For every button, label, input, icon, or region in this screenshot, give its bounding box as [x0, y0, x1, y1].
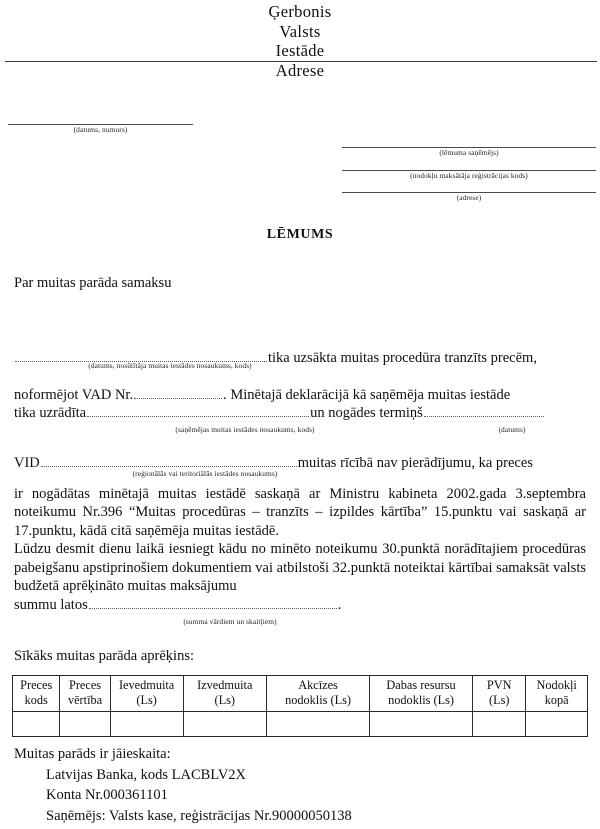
vad-number-blank[interactable] — [134, 386, 222, 399]
col-goods-value-line1: Preces — [68, 678, 102, 692]
table-cell-import-duty[interactable] — [110, 712, 183, 737]
date-number-caption: (datums, numurs) — [73, 125, 128, 134]
shown-prefix-text: tika uzrādīta — [14, 405, 87, 421]
vad-prefix-text: noformējot VAD Nr. — [14, 387, 134, 403]
col-goods-value-line2: vērtība — [67, 693, 103, 707]
table-cell-goods-code[interactable] — [13, 712, 60, 737]
table-col-goods-value — [60, 676, 110, 712]
col-total-taxes-line1: Nodokļi — [536, 678, 577, 692]
payment-account: Konta Nr.000361101 — [46, 787, 168, 803]
table-col-natural-resources-tax — [370, 676, 473, 712]
table-col-goods-code — [13, 676, 60, 712]
page-title: LĒMUMS — [266, 227, 334, 242]
payment-heading: Muitas parāds ir jāieskaita: — [14, 746, 171, 762]
receiver-office-caption: (saņēmējas muitas iestādes nosaukums, kods) — [175, 425, 315, 434]
table-cell-excise-tax[interactable] — [267, 712, 370, 737]
letterhead-line-address: Adrese — [275, 60, 325, 80]
delivery-term-text: un nogādes termiņš — [310, 405, 423, 421]
address-caption: (adrese) — [456, 193, 482, 202]
col-excise-tax-line2: nodoklis (Ls) — [285, 693, 351, 707]
col-vat-line2: (Ls) — [488, 693, 510, 707]
sender-office-caption: (datums, nosūtītāja muitas iestādes nosaukums, kods) — [88, 361, 252, 370]
vid-prefix-text: VID — [14, 455, 40, 471]
customs-debt-table — [12, 675, 588, 737]
sum-caption: (summa vārdiem un skaitļiem) — [183, 617, 277, 626]
col-vat-line1: PVN — [486, 678, 512, 692]
body-paragraph-1: ir nogādātas minētajā muitas iestādē saskaņā ar Ministru kabineta 2002.gada 3.septembra noteikumu Nr.396 “Muitas procedūras – tranzīts – izpildes kārtība” 15.punktu vai saskaņā ar 17.punktu, kādā citā saņēmēja muitas iestādē. — [14, 486, 586, 539]
col-excise-tax-line1: Akcīzes — [298, 678, 338, 692]
table-cell-natural-resources-tax[interactable] — [370, 712, 473, 737]
payment-beneficiary: Saņēmējs: Valsts kase, reģistrācijas Nr.90000050138 — [46, 807, 352, 824]
table-row — [13, 712, 588, 737]
table-cell-goods-value[interactable] — [60, 712, 110, 737]
sum-line — [14, 596, 341, 614]
sum-suffix-text: . — [337, 596, 342, 613]
vad-number-line — [14, 386, 510, 404]
receiver-office-blank[interactable] — [87, 404, 309, 417]
body-paragraph-2: Lūdzu desmit dienu laikā iesniegt kādu no minēto noteikumu 30.punktā norādītajiem procedūras pabeigšanu apstiprinošiem dokumentiem vai atbilstoši 32.punktā noteiktai kārtībai samaksāt valsts budžetā aprēķināto muitas maksājumu — [14, 541, 586, 595]
regional-office-caption: (reģionālās vai teritoriālās iestādes nosaukums) — [132, 469, 278, 478]
recipient-caption: (lēmuma saņēmējs) — [439, 148, 499, 157]
delivery-date-blank[interactable] — [424, 404, 544, 417]
table-cell-vat[interactable] — [473, 712, 526, 737]
sum-prefix-text: summu latos — [14, 596, 88, 613]
calculation-intro: Sīkāks muitas parāda aprēķins: — [14, 648, 194, 664]
vid-suffix-text: muitas rīcībā nav pierādījumu, ka preces — [297, 455, 533, 471]
col-export-duty-line1: Izvedmuita — [197, 678, 253, 692]
vid-office-blank[interactable] — [41, 454, 297, 467]
payment-details — [14, 744, 352, 826]
procedure-started-text: tika uzsākta muitas procedūra tranzīts precēm, — [268, 350, 537, 366]
table-col-export-duty — [183, 676, 266, 712]
vad-suffix-text: . Minētajā deklarācijā kā saņēmēja muitas iestāde — [223, 387, 511, 403]
col-export-duty-line2: (Ls) — [214, 693, 236, 707]
table-col-import-duty — [110, 676, 183, 712]
table-cell-total-taxes[interactable] — [526, 712, 588, 737]
letterhead-line-state: Valsts — [279, 21, 321, 41]
payment-bank: Latvijas Banka, kods LACBLV2X — [46, 766, 247, 783]
sum-blank[interactable] — [89, 596, 337, 609]
letterhead-line-emblem: Ģerbonis — [268, 2, 332, 21]
col-import-duty-line1: Ievedmuita — [118, 678, 175, 692]
delivery-date-caption: (datums) — [498, 425, 526, 434]
receiver-office-line — [14, 404, 545, 422]
table-header-row — [13, 676, 588, 712]
letterhead-divider — [5, 61, 597, 62]
table-cell-export-duty[interactable] — [183, 712, 266, 737]
table-col-excise-tax — [267, 676, 370, 712]
taxpayer-code-caption: (nodokļu maksātāja reģistrācijas kods) — [410, 171, 528, 180]
col-goods-code-line1: Preces — [20, 678, 53, 692]
table-col-vat — [473, 676, 526, 712]
col-natural-resources-tax-line2: nodoklis (Ls) — [388, 693, 455, 707]
col-import-duty-line2: (Ls) — [136, 693, 157, 707]
body-paragraphs — [14, 485, 586, 595]
document-subject: Par muitas parāda samaksu — [14, 275, 172, 291]
col-goods-code-line2: kods — [24, 693, 48, 707]
letterhead — [0, 2, 600, 80]
letterhead-line-institution: Iestāde — [275, 41, 325, 60]
col-natural-resources-tax-line1: Dabas resursu — [386, 678, 456, 692]
col-total-taxes-line2: kopā — [544, 693, 569, 707]
table-col-total-taxes — [526, 676, 588, 712]
